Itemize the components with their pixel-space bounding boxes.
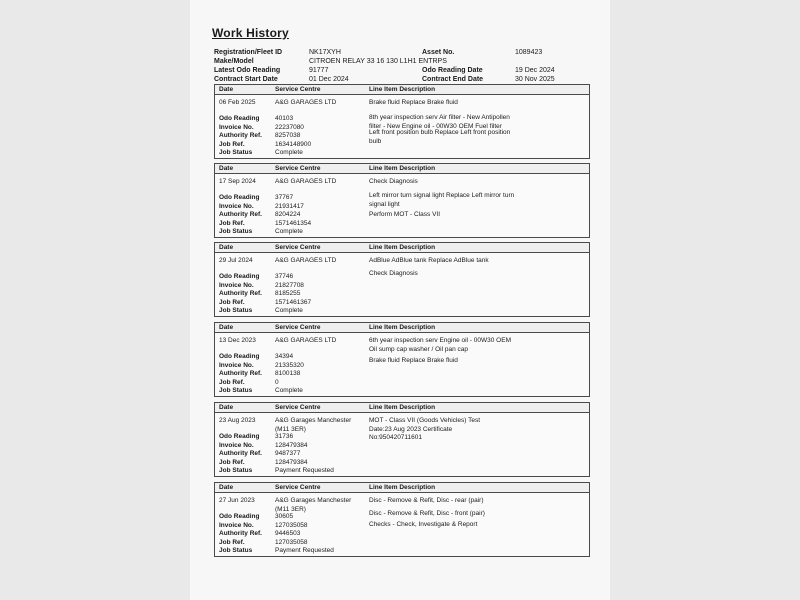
- field-value-job-ref: 128479384: [275, 458, 308, 466]
- field-value-job-ref: 0: [275, 378, 279, 386]
- header-label: Contract End Date: [422, 76, 484, 83]
- header-label: Latest Odo Reading: [214, 67, 281, 74]
- field-label-invoice: Invoice No.: [219, 441, 254, 449]
- column-header: Date: [219, 86, 234, 93]
- field-label-status: Job Status: [219, 387, 253, 395]
- line-item-description: Left mirror turn signal light Replace Left mirror turn signal light: [369, 192, 515, 208]
- column-header: Date: [219, 244, 234, 251]
- background-left: [0, 0, 190, 600]
- header-value: CITROEN RELAY 33 16 130 L1H1 ENTRPS: [309, 58, 447, 65]
- field-value-invoice: 21931417: [275, 202, 304, 210]
- service-centre: A&G GARAGES LTD: [275, 178, 337, 185]
- field-label-odo: Odo Reading: [219, 273, 260, 280]
- field-label-status: Job Status: [219, 149, 253, 157]
- job-record: [214, 163, 590, 238]
- line-item-description: Check Diagnosis: [369, 178, 418, 185]
- line-item-description: 8th year inspection serv Air filter - New Antipollen filter - New Engine oil - 00W30 OEM Fuel filter: [369, 114, 510, 130]
- field-label-authority: Authority Ref.: [219, 530, 262, 538]
- header-label: Contract Start Date: [214, 76, 278, 83]
- field-value-status: Payment Requested: [275, 547, 334, 555]
- field-value-status: Complete: [275, 307, 303, 315]
- line-item-description: Brake fluid Replace Brake fluid: [369, 357, 458, 364]
- field-value-job-ref: 1634148900: [275, 140, 312, 148]
- job-header: [215, 243, 589, 253]
- column-header: Date: [219, 165, 234, 172]
- job-date: 27 Jun 2023: [219, 497, 255, 504]
- field-value-job-ref: 1571461367: [275, 298, 312, 306]
- line-item-description: AdBlue AdBlue tank Replace AdBlue tank: [369, 257, 489, 264]
- document-page: [190, 0, 610, 600]
- field-value-invoice: 21335320: [275, 361, 304, 369]
- document-title: Work History: [212, 26, 289, 40]
- job-header: [215, 483, 589, 493]
- header-row: [214, 75, 574, 84]
- line-item-description: Disc - Remove & Refit, Disc - front (pair): [369, 510, 485, 517]
- header-value: 30 Nov 2025: [515, 76, 555, 83]
- field-label-status: Job Status: [219, 547, 253, 555]
- field-label-odo: Odo Reading: [219, 353, 260, 360]
- header-row: [214, 66, 574, 75]
- field-value-authority: 8100138: [275, 370, 301, 378]
- field-label-invoice: Invoice No.: [219, 202, 254, 210]
- field-label-authority: Authority Ref.: [219, 450, 262, 458]
- job-date: 06 Feb 2025: [219, 99, 256, 106]
- field-value-authority: 8204224: [275, 211, 301, 219]
- field-label-authority: Authority Ref.: [219, 132, 262, 140]
- column-header: Line Item Description: [369, 86, 436, 93]
- header-value: 1089423: [515, 49, 543, 56]
- field-value-status: Complete: [275, 149, 303, 157]
- field-value-odo: 37767: [275, 194, 294, 201]
- field-label-job-ref: Job Ref.: [219, 219, 245, 227]
- field-label-job-ref: Job Ref.: [219, 458, 245, 466]
- line-item-description: 6th year inspection serv Engine oil - 00W30 OEM Oil sump cap washer / Oil pan cap: [369, 337, 511, 353]
- job-header: [215, 323, 589, 333]
- service-centre: A&G Garages Manchester (M11 3ER): [275, 497, 352, 513]
- field-value-odo: 30605: [275, 513, 294, 520]
- job-date: 17 Sep 2024: [219, 178, 256, 185]
- line-item-description: Left front position bulb Replace Left front position bulb: [369, 129, 511, 145]
- field-value-invoice: 127035058: [275, 521, 308, 529]
- header-value: 01 Dec 2024: [309, 76, 349, 83]
- field-label-job-ref: Job Ref.: [219, 538, 245, 546]
- job-header: [215, 403, 589, 413]
- column-header: Service Centre: [275, 324, 321, 331]
- service-centre: A&G GARAGES LTD: [275, 337, 337, 344]
- field-value-job-ref: 127035058: [275, 538, 308, 546]
- service-centre: A&G Garages Manchester (M11 3ER): [275, 417, 352, 433]
- job-header: [215, 85, 589, 95]
- header-label: Make/Model: [214, 58, 254, 65]
- field-label-invoice: Invoice No.: [219, 361, 254, 369]
- field-value-status: Complete: [275, 387, 303, 395]
- field-label-job-ref: Job Ref.: [219, 298, 245, 306]
- column-header: Service Centre: [275, 404, 321, 411]
- column-header: Line Item Description: [369, 244, 436, 251]
- field-value-invoice: 128479384: [275, 441, 308, 449]
- header-value: NK17XYH: [309, 49, 341, 56]
- field-value-odo: 31736: [275, 433, 294, 440]
- field-label-invoice: Invoice No.: [219, 521, 254, 529]
- job-record: [214, 402, 590, 477]
- header-value: 19 Dec 2024: [515, 67, 555, 74]
- field-label-odo: Odo Reading: [219, 513, 260, 520]
- column-header: Date: [219, 484, 234, 491]
- field-value-odo: 34394: [275, 353, 294, 360]
- field-label-invoice: Invoice No.: [219, 123, 254, 131]
- field-value-odo: 40103: [275, 115, 294, 122]
- column-header: Service Centre: [275, 244, 321, 251]
- field-label-odo: Odo Reading: [219, 433, 260, 440]
- field-value-job-ref: 1571461354: [275, 219, 312, 227]
- field-label-job-ref: Job Ref.: [219, 378, 245, 386]
- line-item-description: MOT - Class VII (Goods Vehicles) Test Date:23 Aug 2023 Certificate No:950420711601: [369, 417, 481, 441]
- line-item-description: Check Diagnosis: [369, 270, 418, 277]
- job-record: [214, 322, 590, 397]
- header-label: Registration/Fleet ID: [214, 49, 283, 56]
- line-item-description: Brake fluid Replace Brake fluid: [369, 99, 458, 106]
- header-row: [214, 57, 574, 66]
- field-value-status: Payment Requested: [275, 467, 334, 475]
- job-record: [214, 84, 590, 159]
- line-item-description: Perform MOT - Class VII: [369, 211, 441, 218]
- field-value-authority: 9487377: [275, 450, 301, 458]
- field-label-status: Job Status: [219, 467, 253, 475]
- column-header: Line Item Description: [369, 484, 436, 491]
- field-label-odo: Odo Reading: [219, 194, 260, 201]
- field-value-invoice: 22237080: [275, 123, 304, 131]
- field-label-authority: Authority Ref.: [219, 211, 262, 219]
- vehicle-header: [214, 48, 574, 84]
- background-right: [610, 0, 800, 600]
- header-label: Asset No.: [422, 49, 455, 56]
- job-record: [214, 242, 590, 317]
- job-date: 23 Aug 2023: [219, 417, 256, 424]
- column-header: Service Centre: [275, 165, 321, 172]
- header-label: Odo Reading Date: [422, 67, 483, 74]
- field-value-status: Complete: [275, 228, 303, 236]
- column-header: Date: [219, 324, 234, 331]
- line-item-description: Disc - Remove & Refit, Disc - rear (pair): [369, 497, 484, 504]
- service-centre: A&G GARAGES LTD: [275, 99, 337, 106]
- column-header: Line Item Description: [369, 324, 436, 331]
- column-header: Service Centre: [275, 86, 321, 93]
- line-item-description: Checks - Check, Investigate & Report: [369, 521, 478, 528]
- field-value-authority: 8185255: [275, 290, 301, 298]
- field-label-odo: Odo Reading: [219, 115, 260, 122]
- field-value-invoice: 21827708: [275, 281, 304, 289]
- field-label-authority: Authority Ref.: [219, 290, 262, 298]
- header-value: 91777: [309, 67, 329, 74]
- column-header: Service Centre: [275, 484, 321, 491]
- column-header: Line Item Description: [369, 165, 436, 172]
- job-record: [214, 482, 590, 557]
- field-label-status: Job Status: [219, 307, 253, 315]
- column-header: Line Item Description: [369, 404, 436, 411]
- field-label-job-ref: Job Ref.: [219, 140, 245, 148]
- field-label-authority: Authority Ref.: [219, 370, 262, 378]
- header-row: [214, 48, 574, 57]
- job-header: [215, 164, 589, 174]
- column-header: Date: [219, 404, 234, 411]
- job-date: 29 Jul 2024: [219, 257, 253, 264]
- field-label-invoice: Invoice No.: [219, 281, 254, 289]
- field-value-odo: 37746: [275, 273, 294, 280]
- field-value-authority: 9446503: [275, 530, 301, 538]
- field-value-authority: 8257038: [275, 132, 301, 140]
- field-label-status: Job Status: [219, 228, 253, 236]
- service-centre: A&G GARAGES LTD: [275, 257, 337, 264]
- job-date: 13 Dec 2023: [219, 337, 256, 344]
